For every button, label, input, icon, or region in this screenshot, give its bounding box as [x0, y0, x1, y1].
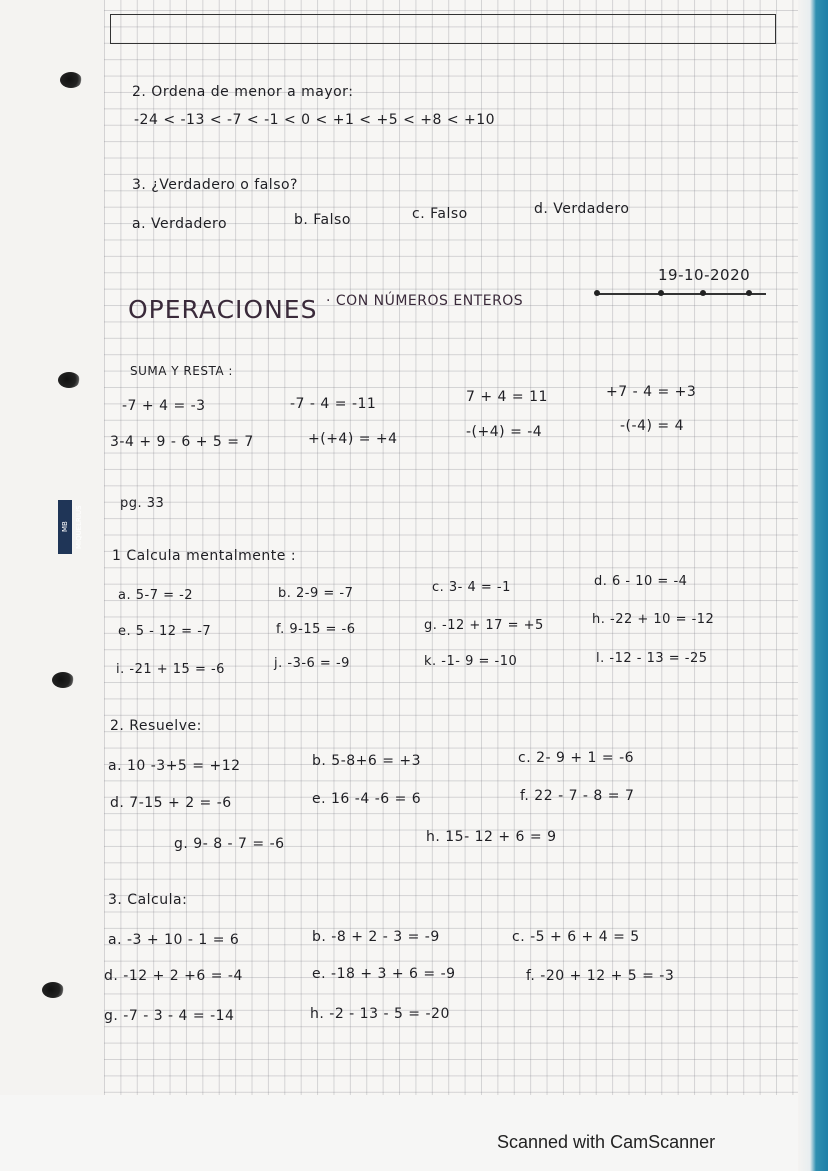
suma-item: -7 - 4 = -11 [290, 396, 377, 412]
ex3-heading: 3. Calcula: [108, 892, 188, 908]
ex3-item: a. -3 + 10 - 1 = 6 [108, 932, 240, 948]
suma-heading: SUMA Y RESTA : [130, 364, 233, 378]
ex1-item: e. 5 - 12 = -7 [118, 624, 212, 639]
binder-hole [42, 982, 64, 998]
section3-item: c. Falso [412, 206, 468, 222]
title-decoration [596, 293, 766, 295]
ex2-item: c. 2- 9 + 1 = -6 [518, 750, 635, 766]
suma-item: +7 - 4 = +3 [606, 384, 697, 400]
ex2-heading: 2. Resuelve: [110, 718, 202, 734]
binder-hole [52, 672, 74, 688]
ex1-item: h. -22 + 10 = -12 [592, 612, 715, 627]
section2-heading: 2. Ordena de menor a mayor: [132, 84, 354, 100]
decoration-dot [746, 290, 752, 296]
ex1-item: f. 9-15 = -6 [276, 622, 356, 637]
binder-hole [58, 372, 80, 388]
page-edge [798, 0, 828, 1171]
decoration-dot [700, 290, 706, 296]
section3-item: a. Verdadero [132, 216, 228, 232]
title-operaciones: OPERACIONES [128, 295, 318, 324]
ex2-item: f. 22 - 7 - 8 = 7 [520, 788, 635, 804]
suma-item: -(-4) = 4 [620, 418, 684, 434]
ex1-item: c. 3- 4 = -1 [432, 580, 511, 595]
ex1-item: l. -12 - 13 = -25 [596, 651, 708, 666]
brand-tag: MB MIQUELRIUS [58, 500, 72, 554]
title-subtitle: · CON NÚMEROS ENTEROS [326, 293, 524, 309]
scanner-watermark: Scanned with CamScanner [497, 1132, 716, 1152]
ex1-item: a. 5-7 = -2 [118, 588, 194, 603]
ex3-item: g. -7 - 3 - 4 = -14 [104, 1008, 235, 1024]
ex2-item: a. 10 -3+5 = +12 [108, 758, 241, 774]
ex1-item: k. -1- 9 = -10 [424, 654, 518, 669]
header-box [110, 14, 776, 44]
decoration-dot [594, 290, 600, 296]
suma-item: -(+4) = -4 [466, 424, 543, 440]
ex2-item: e. 16 -4 -6 = 6 [312, 791, 422, 807]
ex1-item: b. 2-9 = -7 [278, 586, 354, 601]
section3-heading: 3. ¿Verdadero o falso? [132, 177, 298, 193]
suma-item: 7 + 4 = 11 [466, 389, 548, 405]
ex3-item: c. -5 + 6 + 4 = 5 [512, 929, 640, 945]
ex2-item: b. 5-8+6 = +3 [312, 753, 422, 769]
ex1-item: d. 6 - 10 = -4 [594, 574, 688, 589]
binder-hole [60, 72, 82, 88]
decoration-dot [658, 290, 664, 296]
section3-item: b. Falso [294, 212, 351, 228]
ex1-item: g. -12 + 17 = +5 [424, 618, 544, 633]
ex2-item: g. 9- 8 - 7 = -6 [174, 836, 285, 852]
ex1-heading: 1 Calcula mentalmente : [112, 548, 297, 564]
ex1-item: i. -21 + 15 = -6 [116, 662, 225, 677]
ex3-item: e. -18 + 3 + 6 = -9 [312, 966, 456, 982]
ex1-item: j. -3-6 = -9 [274, 656, 350, 671]
page-reference: pg. 33 [120, 496, 165, 511]
ex3-item: f. -20 + 12 + 5 = -3 [526, 968, 675, 984]
ex3-item: d. -12 + 2 +6 = -4 [104, 968, 243, 984]
suma-item: +(+4) = +4 [308, 431, 398, 447]
ex2-item: h. 15- 12 + 6 = 9 [426, 829, 557, 845]
ex3-item: b. -8 + 2 - 3 = -9 [312, 929, 440, 945]
date: 19-10-2020 [658, 266, 751, 284]
ex3-item: h. -2 - 13 - 5 = -20 [310, 1006, 450, 1022]
section2-answer: -24 < -13 < -7 < -1 < 0 < +1 < +5 < +8 < +10 [134, 112, 496, 128]
suma-item: 3-4 + 9 - 6 + 5 = 7 [110, 434, 254, 450]
section3-item: d. Verdadero [534, 201, 630, 217]
ex2-item: d. 7-15 + 2 = -6 [110, 795, 232, 811]
suma-item: -7 + 4 = -3 [122, 398, 206, 414]
